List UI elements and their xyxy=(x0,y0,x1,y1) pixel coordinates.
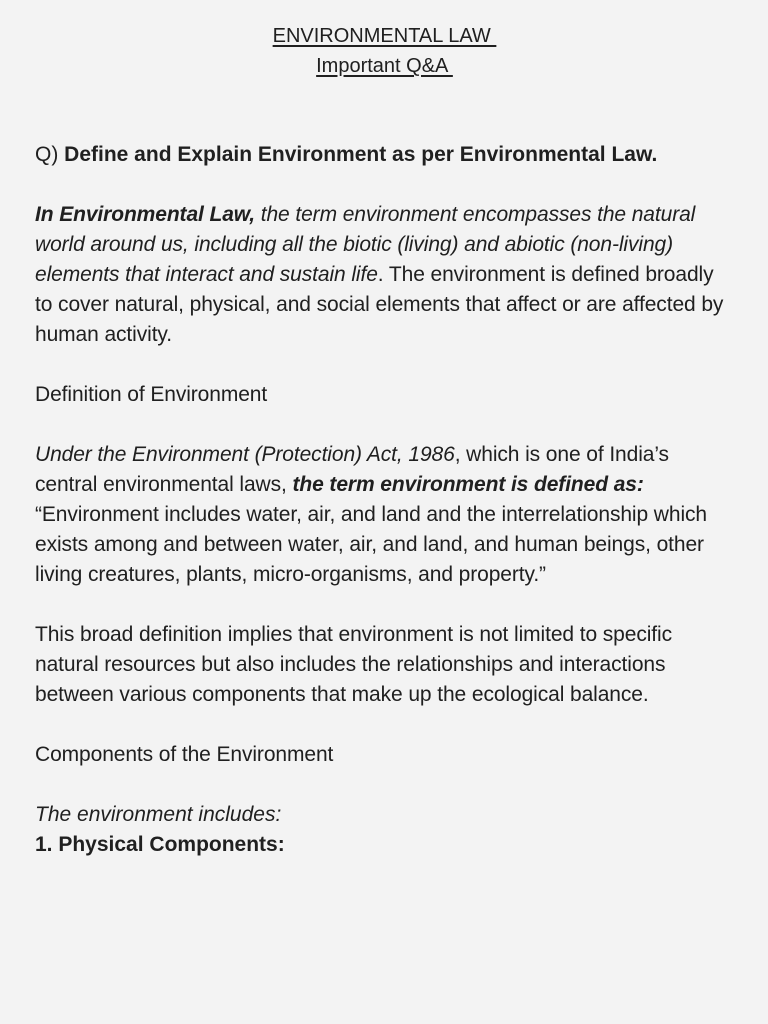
title-line-1: ENVIRONMENTAL LAW xyxy=(272,25,497,47)
title-line-2: Important Q&A xyxy=(316,55,453,77)
document-title xyxy=(35,21,734,81)
spacer xyxy=(35,710,734,740)
definition-act: Under the Environment (Protection) Act, 1986 xyxy=(35,443,455,466)
spacer xyxy=(35,590,734,620)
definition-emphasis: the term environment is defined as: xyxy=(292,473,644,496)
spacer xyxy=(35,770,734,800)
question-text: Define and Explain Environment as per Environmental Law. xyxy=(64,143,658,166)
heading-definition: Definition of Environment xyxy=(35,383,268,406)
intro-lead: In Environmental Law, xyxy=(35,203,255,226)
definition-quote: “Environment includes water, air, and land and the interrelationship which exists among and between water, air, and land, and human beings, other living creatures, plants, micro-organisms, and property.” xyxy=(35,503,707,586)
heading-components: Components of the Environment xyxy=(35,743,334,766)
definition-paragraph xyxy=(35,440,734,590)
definition-middle: , which is one of India’s central environmental laws, xyxy=(35,443,669,496)
intro-rest: . The environment is defined broadly to cover natural, physical, and social elements that affect or are affected by human activity. xyxy=(35,263,724,346)
spacer xyxy=(35,350,734,380)
intro-paragraph xyxy=(35,200,734,350)
spacer xyxy=(35,170,734,200)
list-item: 1. Physical Components: xyxy=(35,833,285,856)
intro-italic: the term environment encompasses the natural world around us, including all the biotic (living) and abiotic (non-living) elements that interact and sustain life xyxy=(35,203,696,286)
question-prefix: Q) xyxy=(35,143,65,166)
spacer xyxy=(35,410,734,440)
implication-paragraph: This broad definition implies that environment is not limited to specific natural resources but also includes the relationships and interactions between various components that make up the ecological balance. xyxy=(35,623,673,706)
components-intro: The environment includes: xyxy=(35,803,282,826)
question xyxy=(35,140,734,170)
